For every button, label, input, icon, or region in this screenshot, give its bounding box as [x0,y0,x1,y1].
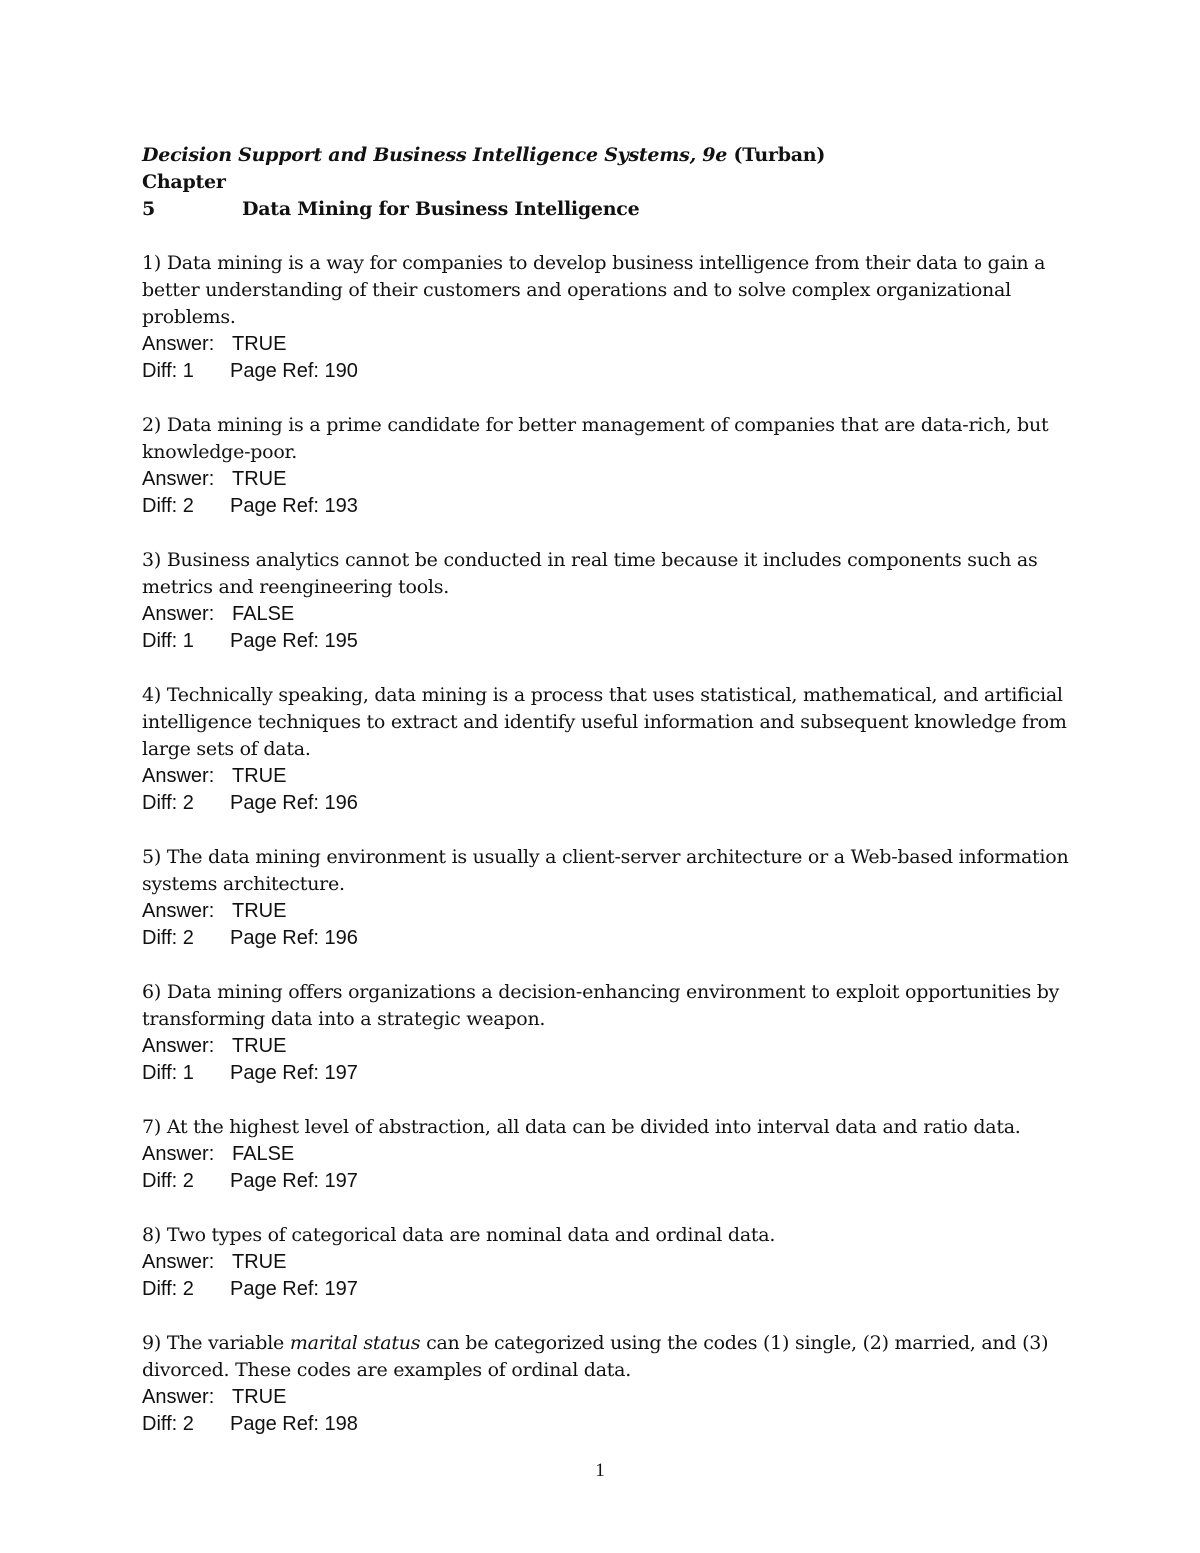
answer-label: Answer: [142,1386,215,1408]
answer-line [142,1141,1072,1168]
answer-line [142,466,1072,493]
question-text [142,412,1072,466]
question-text [142,1330,1072,1384]
question-body: Data mining is a way for companies to develop business intelligence from their data to gain a better understanding of their customers and operations and to solve complex organizational problems. [142,252,1046,328]
difficulty: Diff: 2 [142,495,194,517]
page-ref: Page Ref: 198 [230,1413,358,1435]
answer-label: Answer: [142,468,215,490]
question-item [142,682,1072,817]
difficulty: Diff: 2 [142,927,194,949]
page-ref: Page Ref: 196 [230,792,358,814]
question-number: 9) [142,1332,162,1354]
question-number: 1) [142,252,162,274]
page-ref: Page Ref: 193 [230,495,358,517]
question-item [142,1114,1072,1195]
answer-label: Answer: [142,1035,215,1057]
question-body: Business analytics cannot be conducted in real time because it includes components such as metrics and reengineering tools. [142,549,1038,598]
difficulty: Diff: 2 [142,1170,194,1192]
answer-value: TRUE [232,1386,287,1408]
diff-line [142,493,1072,520]
answer-label: Answer: [142,900,215,922]
page-ref: Page Ref: 197 [230,1278,358,1300]
answer-value: FALSE [232,603,295,625]
question-body: Data mining offers organizations a decision-enhancing environment to exploit opportunities by transforming data into a strategic weapon. [142,981,1060,1030]
question-text [142,547,1072,601]
diff-line [142,1411,1072,1438]
question-text [142,250,1072,331]
question-item [142,412,1072,520]
answer-value: TRUE [232,333,287,355]
question-text [142,682,1072,763]
answer-value: TRUE [232,468,287,490]
question-number: 4) [142,684,162,706]
answer-label: Answer: [142,1251,215,1273]
answer-line [142,1249,1072,1276]
page-ref: Page Ref: 190 [230,360,358,382]
answer-line [142,898,1072,925]
page-number: 1 [595,1460,605,1481]
question-item [142,1222,1072,1303]
difficulty: Diff: 2 [142,792,194,814]
question-body: Two types of categorical data are nominal data and ordinal data. [166,1224,776,1246]
book-author: (Turban) [733,144,826,166]
question-body: Data mining is a prime candidate for better management of companies that are data-rich, but knowledge-poor. [142,414,1049,463]
diff-line [142,925,1072,952]
diff-line [142,1276,1072,1303]
question-item [142,844,1072,952]
question-number: 3) [142,549,162,571]
diff-line [142,1060,1072,1087]
question-number: 7) [142,1116,162,1138]
difficulty: Diff: 2 [142,1278,194,1300]
question-number: 5) [142,846,162,868]
question-body-start: The variable [166,1332,285,1354]
answer-value: TRUE [232,900,287,922]
answer-value: TRUE [232,765,287,787]
diff-line [142,790,1072,817]
answer-label: Answer: [142,333,215,355]
question-body: At the highest level of abstraction, all data can be divided into interval data and ratio data. [166,1116,1021,1138]
answer-value: TRUE [232,1035,287,1057]
question-number: 8) [142,1224,162,1246]
answer-line [142,601,1072,628]
page-ref: Page Ref: 197 [230,1170,358,1192]
diff-line [142,628,1072,655]
question-text [142,844,1072,898]
chapter-heading [142,169,1072,223]
answer-line [142,1384,1072,1411]
question-item [142,250,1072,385]
question-item [142,1330,1072,1438]
question-text [142,1114,1072,1141]
question-body-italic: marital status [289,1332,421,1354]
difficulty: Diff: 1 [142,630,194,652]
page-ref: Page Ref: 196 [230,927,358,949]
page-ref: Page Ref: 195 [230,630,358,652]
answer-label: Answer: [142,765,215,787]
book-title-line [142,142,1072,169]
chapter-label: Chapter 5 [142,171,226,220]
answer-line [142,763,1072,790]
question-text [142,979,1072,1033]
document-page [142,142,1072,1438]
chapter-title: Data Mining for Business Intelligence [242,198,640,220]
difficulty: Diff: 1 [142,360,194,382]
page-ref: Page Ref: 197 [230,1062,358,1084]
difficulty: Diff: 2 [142,1413,194,1435]
question-body-end: can be categorized using the codes (1) single, (2) married, and (3) divorced. These codes are examples of ordinal data. [142,1332,1049,1381]
question-number: 6) [142,981,162,1003]
question-item [142,979,1072,1087]
answer-value: TRUE [232,1251,287,1273]
question-body: The data mining environment is usually a client-server architecture or a Web-based information systems architecture. [142,846,1069,895]
question-item [142,547,1072,655]
book-title: Decision Support and Business Intelligence Systems, 9e [142,144,728,166]
question-number: 2) [142,414,162,436]
diff-line [142,358,1072,385]
answer-value: FALSE [232,1143,295,1165]
answer-label: Answer: [142,1143,215,1165]
answer-line [142,1033,1072,1060]
answer-line [142,331,1072,358]
question-body: Technically speaking, data mining is a process that uses statistical, mathematical, and artificial intelligence techniques to extract and identify useful information and subsequent knowledge from large sets of data. [142,684,1067,760]
question-text [142,1222,1072,1249]
answer-label: Answer: [142,603,215,625]
diff-line [142,1168,1072,1195]
difficulty: Diff: 1 [142,1062,194,1084]
